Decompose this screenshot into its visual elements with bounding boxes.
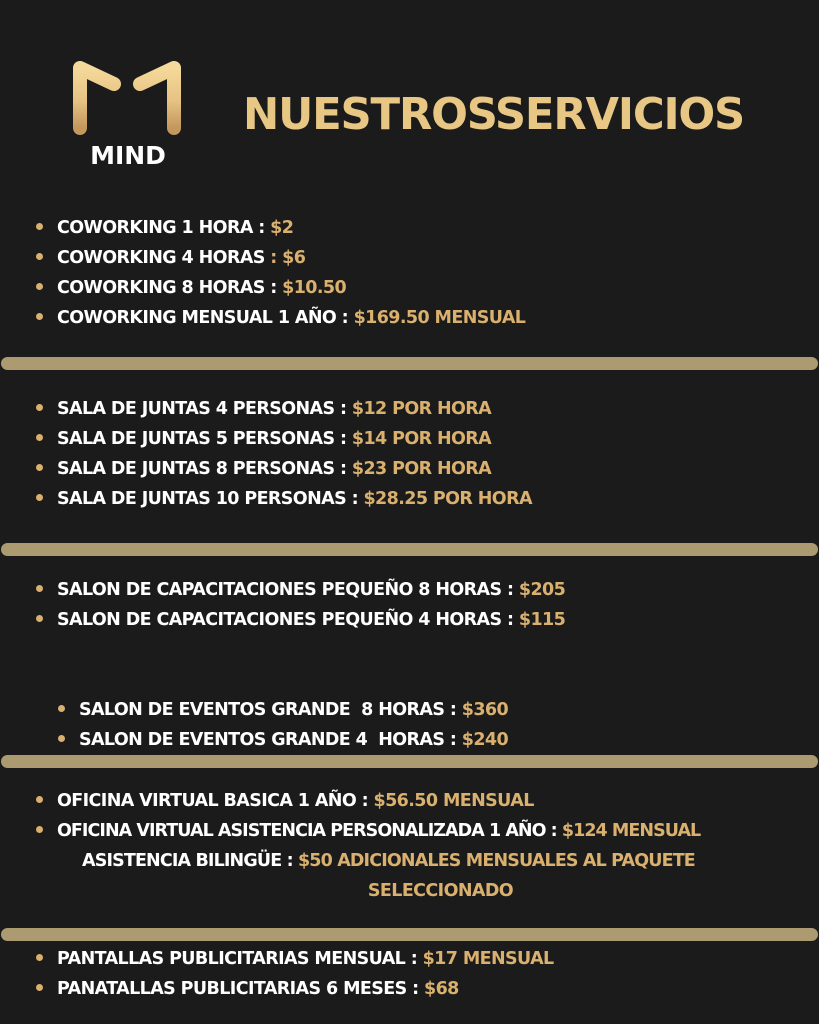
- item-separator: :: [334, 399, 352, 419]
- list-item: [36, 816, 700, 846]
- item-price: $56.50 MENSUAL: [373, 791, 534, 811]
- item-price: $169.50 MENSUAL: [353, 308, 526, 328]
- mind-logo: [72, 58, 184, 170]
- list-item: [36, 213, 293, 243]
- list-item: [36, 394, 491, 424]
- bullet-icon: [36, 796, 43, 803]
- note-price: $50 ADICIONALES MENSUALES AL PAQUETE: [297, 851, 695, 871]
- item-separator: :: [336, 308, 354, 328]
- item-price: $240: [461, 730, 509, 750]
- bullet-icon: [36, 313, 43, 320]
- item-price: $23 POR HORA: [351, 459, 492, 479]
- item-price: $14 POR HORA: [351, 429, 492, 449]
- list-item: [36, 786, 534, 816]
- item-separator: :: [405, 949, 423, 969]
- bullet-icon: [36, 494, 43, 501]
- brand-name: MIND: [90, 141, 166, 170]
- bullet-icon: [36, 283, 43, 290]
- list-item: [36, 273, 346, 303]
- bullet-icon: [36, 404, 43, 411]
- list-item: [36, 575, 565, 605]
- item-separator: :: [545, 821, 562, 841]
- item-separator: :: [334, 429, 352, 449]
- list-item: [36, 243, 305, 273]
- bullet-icon: [36, 615, 43, 622]
- item-label: OFICINA VIRTUAL ASISTENCIA PERSONALIZADA 1 AÑO: [57, 821, 546, 841]
- item-label: SALON DE EVENTOS GRANDE 8 HORAS: [78, 700, 445, 720]
- item-label: COWORKING 8 HORAS: [57, 278, 265, 298]
- item-separator: :: [406, 979, 424, 999]
- item-price: $28.25 POR HORA: [363, 489, 532, 509]
- section-divider: [1, 755, 818, 768]
- list-item: [36, 695, 509, 750]
- note-price-continued: SELECCIONADO: [367, 881, 514, 901]
- item-separator: :: [264, 248, 283, 268]
- item-price: $115: [518, 610, 566, 630]
- item-price: $10.50: [282, 278, 347, 298]
- list-item: [36, 665, 509, 720]
- item-label: PANATALLAS PUBLICITARIAS 6 MESES: [57, 979, 407, 999]
- section-divider: [1, 928, 818, 941]
- item-separator: :: [501, 610, 519, 630]
- bullet-icon: [36, 954, 43, 961]
- list-item: [36, 944, 554, 974]
- item-separator: :: [252, 218, 271, 238]
- item-label: OFICINA VIRTUAL BASICA 1 AÑO: [57, 791, 357, 811]
- item-price: $360: [461, 700, 509, 720]
- bullet-icon: [36, 223, 43, 230]
- section-divider: [1, 543, 818, 556]
- item-label: SALA DE JUNTAS 4 PERSONAS: [57, 399, 335, 419]
- list-item: [36, 974, 459, 1004]
- item-label: SALA DE JUNTAS 5 PERSONAS: [57, 429, 335, 449]
- bullet-icon: [58, 735, 65, 742]
- section-divider: [1, 357, 818, 370]
- page-title: NUESTROSSERVICIOS: [243, 89, 745, 140]
- note-bilingual: [82, 846, 695, 876]
- list-item: [36, 454, 491, 484]
- item-label: SALON DE EVENTOS GRANDE 4 HORAS: [78, 730, 445, 750]
- note-separator: :: [281, 851, 298, 871]
- bullet-icon: [36, 434, 43, 441]
- list-item: [36, 303, 525, 333]
- bullet-icon: [36, 253, 43, 260]
- bullet-icon: [36, 984, 43, 991]
- item-separator: :: [444, 700, 462, 720]
- item-separator: :: [346, 489, 364, 509]
- item-separator: :: [264, 278, 283, 298]
- item-price: $12 POR HORA: [351, 399, 492, 419]
- bullet-icon: [36, 464, 43, 471]
- item-price: $68: [424, 979, 459, 999]
- list-item: [36, 605, 565, 635]
- item-price: $2: [270, 218, 294, 238]
- m-logo-icon: [72, 58, 184, 138]
- list-item: [36, 424, 491, 454]
- item-price: $205: [518, 580, 566, 600]
- item-label: COWORKING 1 HORA: [57, 218, 253, 238]
- item-separator: :: [356, 791, 374, 811]
- bullet-icon: [36, 585, 43, 592]
- item-label: PANTALLAS PUBLICITARIAS MENSUAL: [57, 949, 406, 969]
- item-separator: :: [501, 580, 519, 600]
- item-price: $17 MENSUAL: [422, 949, 554, 969]
- item-label: COWORKING 4 HORAS: [57, 248, 265, 268]
- item-label: SALON DE CAPACITACIONES PEQUEÑO 8 HORAS: [57, 580, 502, 600]
- list-item: [36, 484, 532, 514]
- item-separator: :: [334, 459, 352, 479]
- item-label: SALA DE JUNTAS 8 PERSONAS: [57, 459, 335, 479]
- item-separator: :: [444, 730, 462, 750]
- item-label: SALON DE CAPACITACIONES PEQUEÑO 4 HORAS: [57, 610, 502, 630]
- item-price: $6: [282, 248, 306, 268]
- note-label: ASISTENCIA BILINGÜE: [82, 851, 282, 871]
- item-label: SALA DE JUNTAS 10 PERSONAS: [57, 489, 347, 509]
- bullet-icon: [36, 826, 43, 833]
- item-price: $124 MENSUAL: [561, 821, 701, 841]
- item-label: COWORKING MENSUAL 1 AÑO: [57, 308, 337, 328]
